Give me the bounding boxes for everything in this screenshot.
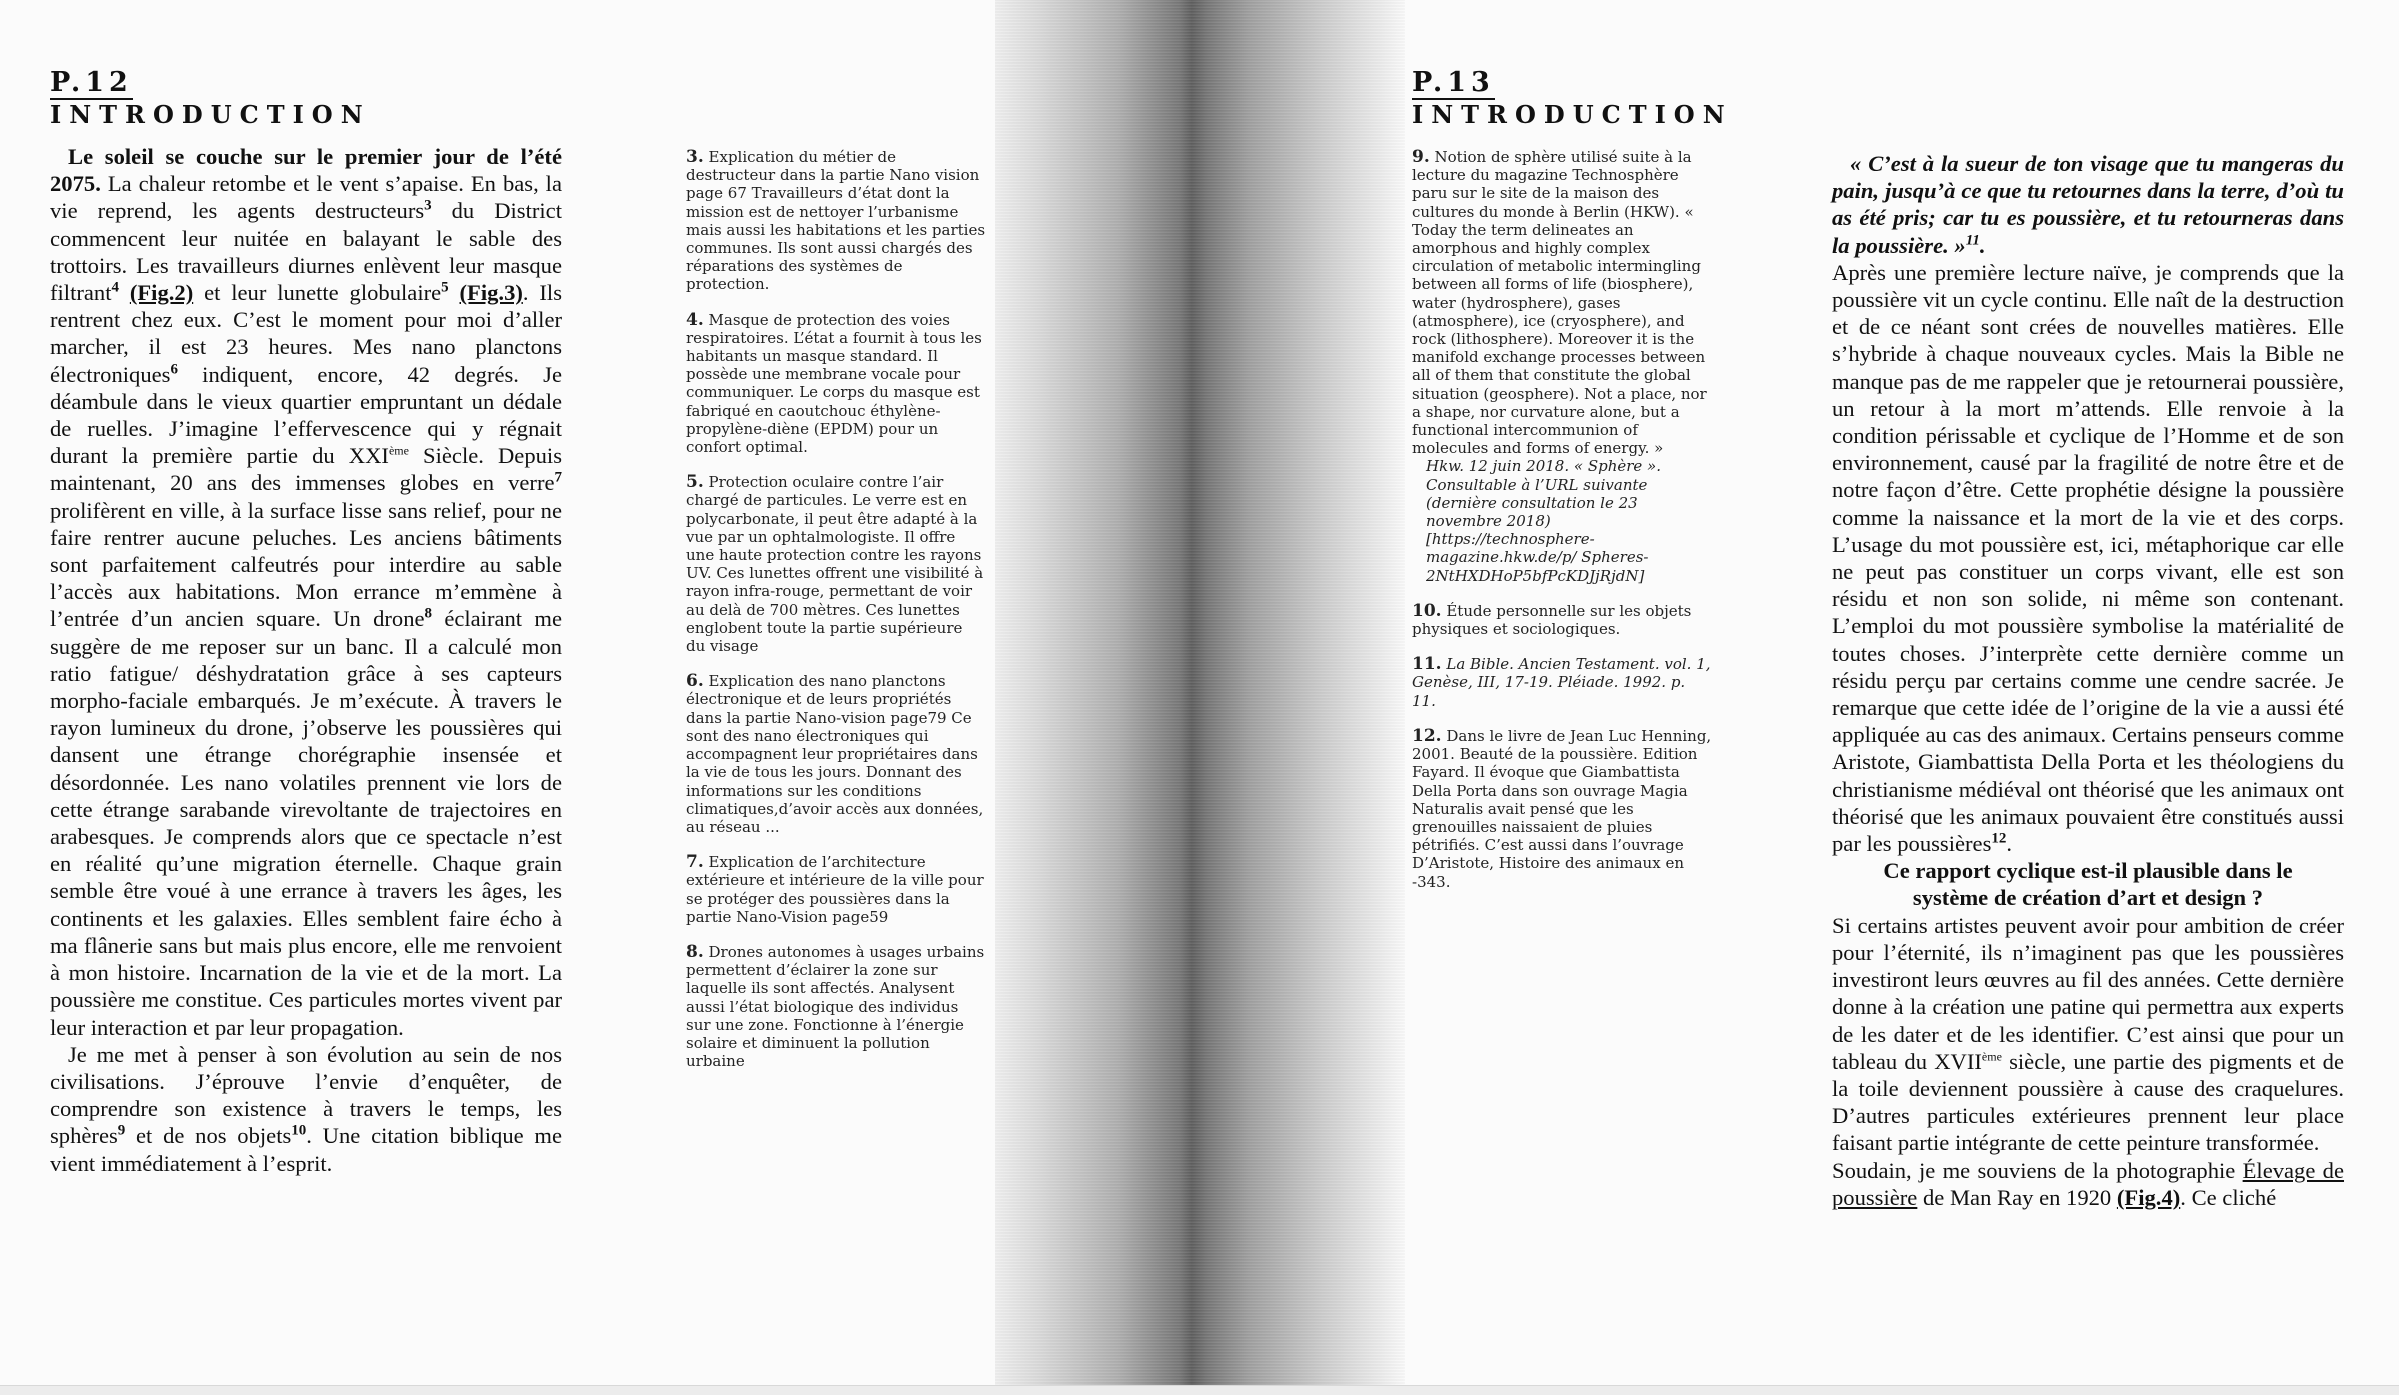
footnote-text: Dans le livre de Jean Luc Henning, 2001. Beauté de la poussière. Edition Fayard. Il évoque que Giambattista Della Porta dans son ouvrage Magia Naturalis avait pensé que les grenouilles naissaient de pluies pétrifiés. C’est aussi dans l’ouvrage D’Aristote, Histoire des animaux en -343. xyxy=(1412,726,1712,891)
footnote-number: 5. xyxy=(686,472,704,493)
left-footnotes xyxy=(686,148,986,1087)
footnote-4 xyxy=(686,311,986,457)
footnote-number: 12. xyxy=(1412,725,1442,746)
right-section-title: INTRODUCTION xyxy=(1412,100,1733,129)
footnote-text: Étude personnelle sur les objets physiques et sociologiques. xyxy=(1412,601,1692,639)
footnote-text: Explication des nano planctons électronique et de leurs propriétés dans la partie Nano-vision page79 Ce sont des nano électroniques qui accompagnent leur propriétaires dans la vie de tous les jours. Donnant des informations sur les conditions climatiques,d’avoir accès aux données, au réseau ... xyxy=(686,672,984,836)
footnote-ref-8[interactable]: 8 xyxy=(424,605,433,622)
left-body xyxy=(50,143,562,1177)
footnote-number: 9. xyxy=(1412,147,1430,167)
text-run: du District commencent leur nuitée en balayant le sable des trottoirs. Les travailleurs diurnes enlèvent leur masque filtrant xyxy=(50,198,562,306)
footnote-text: Drones autonomes à usages urbains permettent d’éclairer la zone sur laquelle ils sont affectés. Analysent aussi l’état biologique des individus sur une zone. Fonctionne à l’énergie solaire et diminuent la pollution urbaine xyxy=(686,942,985,1071)
footnote-text: Protection oculaire contre l’air chargé de particules. Le verre est en polycarbonate, il peut être adapté à la vue par un ophtalmologiste. Il offre une haute protection contre les rayons UV. Ces lunettes offrent une visibilité à rayon infra-rouge, permettant de voir au delà de 700 mètres. Ces lunettes englobent toute la partie supérieure du visage xyxy=(686,473,984,656)
text-run: La chaleur retombe et le vent s’apaise. En bas, la vie reprend, les agents destructeurs xyxy=(50,171,562,224)
footnote-citation: La Bible. Ancien Testament. vol. 1, Genèse, III, 17-19. Pléiade. 1992. p. 11. xyxy=(1412,655,1711,710)
text-run: . xyxy=(2006,831,2013,857)
text-run: . Ce cliché xyxy=(2180,1184,2277,1210)
text-run: et de nos objets xyxy=(125,1123,292,1149)
footnote-ref-7[interactable]: 7 xyxy=(554,469,562,486)
left-page-header xyxy=(50,68,371,130)
text-run: prolifèrent en ville, à la surface lisse sans relief, pour ne faire rentrer aucune peluches. Les anciens bâtiments sont parfaitement calfeutrés pour interdire au sable l’accès aux habitations. Mon errance m’emmène à l’entrée d’un ancien square. Un drone xyxy=(50,497,562,632)
right-paragraph-3 xyxy=(1832,1157,2344,1211)
footnote-7 xyxy=(686,853,986,926)
footnote-text: Explication du métier de destructeur dans la partie Nano vision page 67 Travailleurs d’état dont la mission est de nettoyer l’urbanisme mais aussi les habitations et les parties communes. Ils sont aussi chargés des réparations des systèmes de protection. xyxy=(686,148,986,294)
superscript-eme: ème xyxy=(388,443,409,458)
footnote-5 xyxy=(686,473,986,655)
figure-ref-3[interactable]: (Fig.3) xyxy=(459,280,523,306)
footnote-12 xyxy=(1412,727,1712,891)
footnote-ref-4[interactable]: 4 xyxy=(111,279,119,296)
footnote-11 xyxy=(1412,655,1712,710)
footnote-ref-10[interactable]: 10 xyxy=(291,1122,307,1139)
text-run: éclairant me suggère de me reposer sur un banc. Il a calculé mon ratio fatigue/ déshydratation grâce à ses capteurs morpho-faciale embarqués. Je m’exécute. À travers le rayon lumineux du drone, j’observe les poussières qui dansent une étrange chorégraphie insensée et désordonnée. Les nano volatiles prennent vie lors de cette étrange sarabande virevoltante de trajectoires en arabesques. Je comprends alors que ce spectacle n’est en réalité qu’une migration éternelle. Chaque grain semble être voué à une errance à travers les âges, les continents et les galaxies. Elles semblent faire écho à ma flânerie sans but mais plus encore, elle me renvoient à mon histoire. Incarnation de la vie et de la mort. La poussière me constitue. Ces particules mortes vivent par leur interaction et par leur propagation. xyxy=(50,606,562,1040)
footnote-9 xyxy=(1412,148,1712,585)
artwork-title-link[interactable]: Élevage de poussière xyxy=(1832,1157,2345,1210)
right-page-header xyxy=(1412,68,1733,130)
text-run: indiquent, encore, 42 degrés. Je déambule dans le vieux quartier empruntant un dédale de ruelles. J’imagine l’effervescence qui y régnait durant la première partie du XXI xyxy=(50,361,562,469)
bible-quote xyxy=(1832,150,2344,259)
left-page-number: P.12 xyxy=(50,67,133,98)
footnote-number: 3. xyxy=(686,147,704,167)
text-run: et leur lunette globulaire xyxy=(193,280,442,306)
footnote-10 xyxy=(1412,602,1712,638)
right-body xyxy=(1832,150,2344,1211)
footnote-ref-5[interactable]: 5 xyxy=(441,279,449,296)
text-run: . xyxy=(1979,232,1986,258)
footnote-6 xyxy=(686,672,986,836)
footnote-number: 4. xyxy=(686,309,704,330)
footnote-ref-3[interactable]: 3 xyxy=(424,197,432,214)
footnote-8 xyxy=(686,943,986,1070)
text-run: de Man Ray en 1920 xyxy=(1917,1184,2117,1210)
text-run: Je me met à penser à son évolution au sein de nos civilisations. J’éprouve l’envie d’enquêter, de comprendre son existence à travers le temps, les sphères xyxy=(50,1041,562,1149)
footnote-number: 8. xyxy=(686,941,704,962)
footnote-number: 10. xyxy=(1412,600,1442,621)
text-run: Après une première lecture naïve, je comprends que la poussière vit un cycle continu. Elle naît de la destruction et de ce néant sont crées de nouvelles matières. Elle s’hybride à chaque nouveaux cycles. Mais la Bible ne manque pas de me rappeler que je retournerai poussière, un retour à la mort m’attends. Elle renvoie à la condition périssable et cyclique de l’Homme et de son environnement, causé par la fragilité de notre être et de notre façon d’être. Cette prophétie désigne la poussière comme la naissance et la mort de la vie et des corps. L’usage du mot poussière est, ici, métaphorique car elle ne peut pas constituer un corps vivant, elle est son résidu et non son solide, ni même son contenant. L’emploi du mot poussière symbolise la matérialité de toutes choses. J’interprète cette dernière comme un résidu perçu par certains comme une cendre sacrée. Je remarque que cette idée de l’origine de la vie a aussi été appliquée au cas des animaux. Certains penseurs comme Aristote, Giambattista Della Porta et les théologiens du christianisme médiéval ont théorisé que les animaux ont théorisé que les animaux pouvaient être constitués aussi par les poussières xyxy=(1832,259,2344,857)
footnote-text: Notion de sphère utilisé suite à la lecture du magazine Technosphère paru sur le site de la maison des cultures du monde à Berlin (HKW). « Today the term delineates an amorphous and highly complex circulation of metabolic intermingling between all forms of life (biosphere), water (hydrosphere), gases (atmosphere), ice (cryosphere), and rock (lithosphere). Moreover it is the manifold exchange processes between all of them that constitute the global situation (geosphere). Not a place, nor a shape, nor curvature alone, but a functional intercommunion of molecules and forms of energy. » xyxy=(1412,148,1707,458)
right-paragraph-2 xyxy=(1832,912,2344,1157)
footnote-ref-12[interactable]: 12 xyxy=(1991,830,2007,847)
text-run: Soudain, je me souviens de la photographie xyxy=(1832,1157,2243,1183)
left-section-title: INTRODUCTION xyxy=(50,100,371,129)
text-run: siècle, une partie des pigments et de la toile deviennent poussière à cause des craquelures. D’autres particules extérieures prennent leur place faisant partie intégrante de cette peinture transformée. xyxy=(1832,1048,2344,1156)
figure-ref-2[interactable]: (Fig.2) xyxy=(129,280,194,306)
left-paragraph-1 xyxy=(50,143,562,1041)
footnote-ref-6[interactable]: 6 xyxy=(170,361,178,378)
figure-ref-4[interactable]: (Fig.4) xyxy=(2116,1184,2181,1210)
right-page-number: P.13 xyxy=(1412,67,1495,98)
book-gutter xyxy=(995,0,1405,1394)
right-footnotes xyxy=(1412,148,1712,908)
text-run: Si certains artistes peuvent avoir pour ambition de créer pour l’éternité, ils n’imaginent pas que les poussières investiront leurs œuvres au fil des années. Cette dernière donne à la création une patine qui permettra aux experts de les dater et de les identifier. C’est ainsi que pour un tableau du XVII xyxy=(1832,912,2344,1074)
left-paragraph-2 xyxy=(50,1041,562,1177)
text-run: « C’est à la sueur de ton visage que tu mangeras du pain, jusqu’à ce que tu retournes dans la terre, d’où tu as été pris; car tu es poussière, et tu retourneras dans la poussière. » xyxy=(1832,151,2344,258)
lead-sentence: Le soleil se couche sur le premier jour de l’été 2075. xyxy=(50,144,562,197)
question-heading: Ce rapport cyclique est-il plausible dans le système de création d’art et design ? xyxy=(1883,858,2293,911)
text-run: . Une citation biblique me vient immédiatement à l’esprit. xyxy=(50,1123,562,1176)
footnote-3 xyxy=(686,148,986,294)
right-paragraph-1 xyxy=(1832,259,2344,857)
footnote-text: Explication de l’architecture extérieure et intérieure de la ville pour se protéger des poussières dans la partie Nano-Vision page59 xyxy=(686,853,984,926)
footnote-number: 6. xyxy=(686,671,704,692)
text-run: Siècle. Depuis maintenant, 20 ans des immenses globes en verre xyxy=(50,443,562,496)
footnote-ref-9[interactable]: 9 xyxy=(117,1122,126,1139)
footnote-number: 11. xyxy=(1412,654,1442,675)
footnote-number: 7. xyxy=(686,852,704,873)
footnote-text: Masque de protection des voies respiratoires. L’état a fournit à tous les habitants un masque standard. Il possède une membrane vocale pour communiquer. Le corps du masque est fabriqué en caoutchouc éthylène-propylène-diène (EPDM) pour un confort optimal. xyxy=(686,310,982,457)
footnote-ref-11[interactable]: 11 xyxy=(1965,232,1980,249)
text-run: . Ils rentrent chez eux. C’est le moment pour moi d’aller marcher, il est 23 heures. Mes nano planctons électroniques xyxy=(50,280,562,387)
footnote-citation: Hkw. 12 juin 2018. « Sphère ». Consultable à l’URL suivante (dernière consultation le 23 novembre 2018) [https://technosphere-magazine.hkw.de/p/ Spheres-2NtHXDHoP5bfPcKDJjRjdN] xyxy=(1426,457,1661,585)
superscript-eme: ème xyxy=(1981,1049,2002,1064)
